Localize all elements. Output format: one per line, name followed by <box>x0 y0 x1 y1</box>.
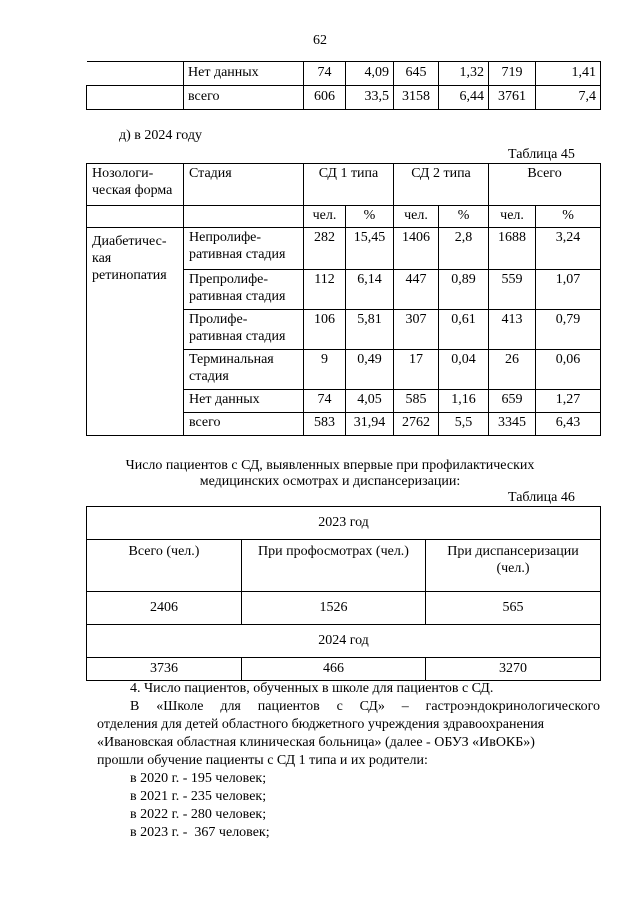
value-cell: 3,24 <box>536 228 601 270</box>
value-cell: 282 <box>304 228 346 270</box>
form-cell: Диабетичес- кая ретинопатия <box>87 228 184 413</box>
section-heading-2024: д) в 2024 году <box>119 128 203 143</box>
paragraph-line: отделения для детей областного бюджетного учреждения здравоохранения <box>97 717 545 732</box>
value-cell: 0,89 <box>439 270 489 310</box>
section-4-heading: 4. Число пациентов, обученных в школе для пациентов с СД. <box>130 681 494 696</box>
value-cell: 3158 <box>394 86 439 110</box>
value-cell: 3345 <box>489 413 536 436</box>
value-cell: 31,94 <box>346 413 394 436</box>
header-stage: Стадия <box>184 164 304 206</box>
stage-cell: Терминальная стадия <box>184 350 304 390</box>
value-cell: 2762 <box>394 413 439 436</box>
table-subheader-row <box>87 206 601 228</box>
value-cell: 2406 <box>87 592 242 625</box>
value-cell: 3761 <box>489 86 536 110</box>
stage-cell: Пролифе- ративная стадия <box>184 310 304 350</box>
value-cell: 447 <box>394 270 439 310</box>
value-cell: 1,16 <box>439 390 489 413</box>
table-year-row <box>87 507 601 540</box>
table-46-caption: Таблица 46 <box>508 490 575 505</box>
value-cell: 15,45 <box>346 228 394 270</box>
table-row <box>87 592 601 625</box>
value-cell: 0,79 <box>536 310 601 350</box>
paragraph-line: В «Школе для пациентов с СД» – гастроэндокринологического <box>130 699 600 714</box>
stage-cell: Нет данных <box>184 390 304 413</box>
value-cell: 33,5 <box>346 86 394 110</box>
value-cell: 6,44 <box>439 86 489 110</box>
value-cell: 583 <box>304 413 346 436</box>
table-45 <box>86 163 601 436</box>
list-item: в 2022 г. - 280 человек; <box>130 807 267 822</box>
value-cell: 1,41 <box>536 62 601 86</box>
value-cell: 106 <box>304 310 346 350</box>
value-cell: 2,8 <box>439 228 489 270</box>
list-item: в 2023 г. - 367 человек; <box>130 825 270 840</box>
value-cell: 645 <box>394 62 439 86</box>
table-44-continuation <box>86 61 601 110</box>
table-year-row <box>87 625 601 658</box>
header-prof: При профосмотрах (чел.) <box>242 540 426 592</box>
value-cell: 659 <box>489 390 536 413</box>
header-total: Всего (чел.) <box>87 540 242 592</box>
subheader-pct: % <box>439 206 489 228</box>
value-cell: 3270 <box>426 658 601 681</box>
stage-cell: всего <box>184 413 304 436</box>
table-row-total <box>87 413 601 436</box>
subheader-pct: % <box>536 206 601 228</box>
list-item: в 2021 г. - 235 человек; <box>130 789 267 804</box>
value-cell: 606 <box>304 86 346 110</box>
value-cell: 4,09 <box>346 62 394 86</box>
value-cell: 0,04 <box>439 350 489 390</box>
value-cell: 1526 <box>242 592 426 625</box>
table-46 <box>86 506 601 681</box>
year-2023: 2023 год <box>87 507 601 540</box>
stage-cell: Препролифе- ративная стадия <box>184 270 304 310</box>
value-cell: 112 <box>304 270 346 310</box>
header-total: Всего <box>489 164 601 206</box>
value-cell: 1406 <box>394 228 439 270</box>
page-number: 62 <box>313 33 327 48</box>
value-cell: 74 <box>304 390 346 413</box>
header-sd1: СД 1 типа <box>304 164 394 206</box>
value-cell: 559 <box>489 270 536 310</box>
value-cell: 74 <box>304 62 346 86</box>
value-cell: 1,07 <box>536 270 601 310</box>
value-cell: 1,27 <box>536 390 601 413</box>
value-cell: 4,05 <box>346 390 394 413</box>
stage-cell: Непролифе- ративная стадия <box>184 228 304 270</box>
stage-cell: Нет данных <box>184 62 304 86</box>
table-header-row <box>87 164 601 206</box>
table-row <box>87 228 601 270</box>
header-nosological-form: Нозологи- ческая форма <box>87 164 184 206</box>
table-45-caption: Таблица 45 <box>508 147 575 162</box>
subheader-n: чел. <box>304 206 346 228</box>
value-cell: 565 <box>426 592 601 625</box>
year-2024: 2024 год <box>87 625 601 658</box>
header-sd2: СД 2 типа <box>394 164 489 206</box>
value-cell: 0,06 <box>536 350 601 390</box>
value-cell: 9 <box>304 350 346 390</box>
header-disp: При диспансеризации (чел.) <box>426 540 601 592</box>
value-cell: 0,49 <box>346 350 394 390</box>
value-cell: 3736 <box>87 658 242 681</box>
table-46-title-line-2: медицинских осмотрах и диспансеризации: <box>199 474 461 489</box>
subheader-n: чел. <box>394 206 439 228</box>
value-cell: 466 <box>242 658 426 681</box>
value-cell: 6,14 <box>346 270 394 310</box>
table-row <box>87 62 601 86</box>
stage-cell: всего <box>184 86 304 110</box>
list-item: в 2020 г. - 195 человек; <box>130 771 267 786</box>
value-cell: 1688 <box>489 228 536 270</box>
table-header-row <box>87 540 601 592</box>
value-cell: 5,5 <box>439 413 489 436</box>
paragraph-line: прошли обучение пациенты с СД 1 типа и их родители: <box>97 753 428 768</box>
value-cell: 307 <box>394 310 439 350</box>
value-cell: 7,4 <box>536 86 601 110</box>
paragraph-line: «Ивановская областная клиническая больница» (далее - ОБУЗ «ИвОКБ») <box>97 735 535 750</box>
value-cell: 17 <box>394 350 439 390</box>
table-row <box>87 658 601 681</box>
value-cell: 719 <box>489 62 536 86</box>
value-cell: 413 <box>489 310 536 350</box>
value-cell: 5,81 <box>346 310 394 350</box>
subheader-pct: % <box>346 206 394 228</box>
subheader-n: чел. <box>489 206 536 228</box>
table-row <box>87 86 601 110</box>
table-46-title-line-1: Число пациентов с СД, выявленных впервые при профилактических <box>125 458 535 473</box>
value-cell: 6,43 <box>536 413 601 436</box>
value-cell: 585 <box>394 390 439 413</box>
value-cell: 1,32 <box>439 62 489 86</box>
value-cell: 0,61 <box>439 310 489 350</box>
value-cell: 26 <box>489 350 536 390</box>
